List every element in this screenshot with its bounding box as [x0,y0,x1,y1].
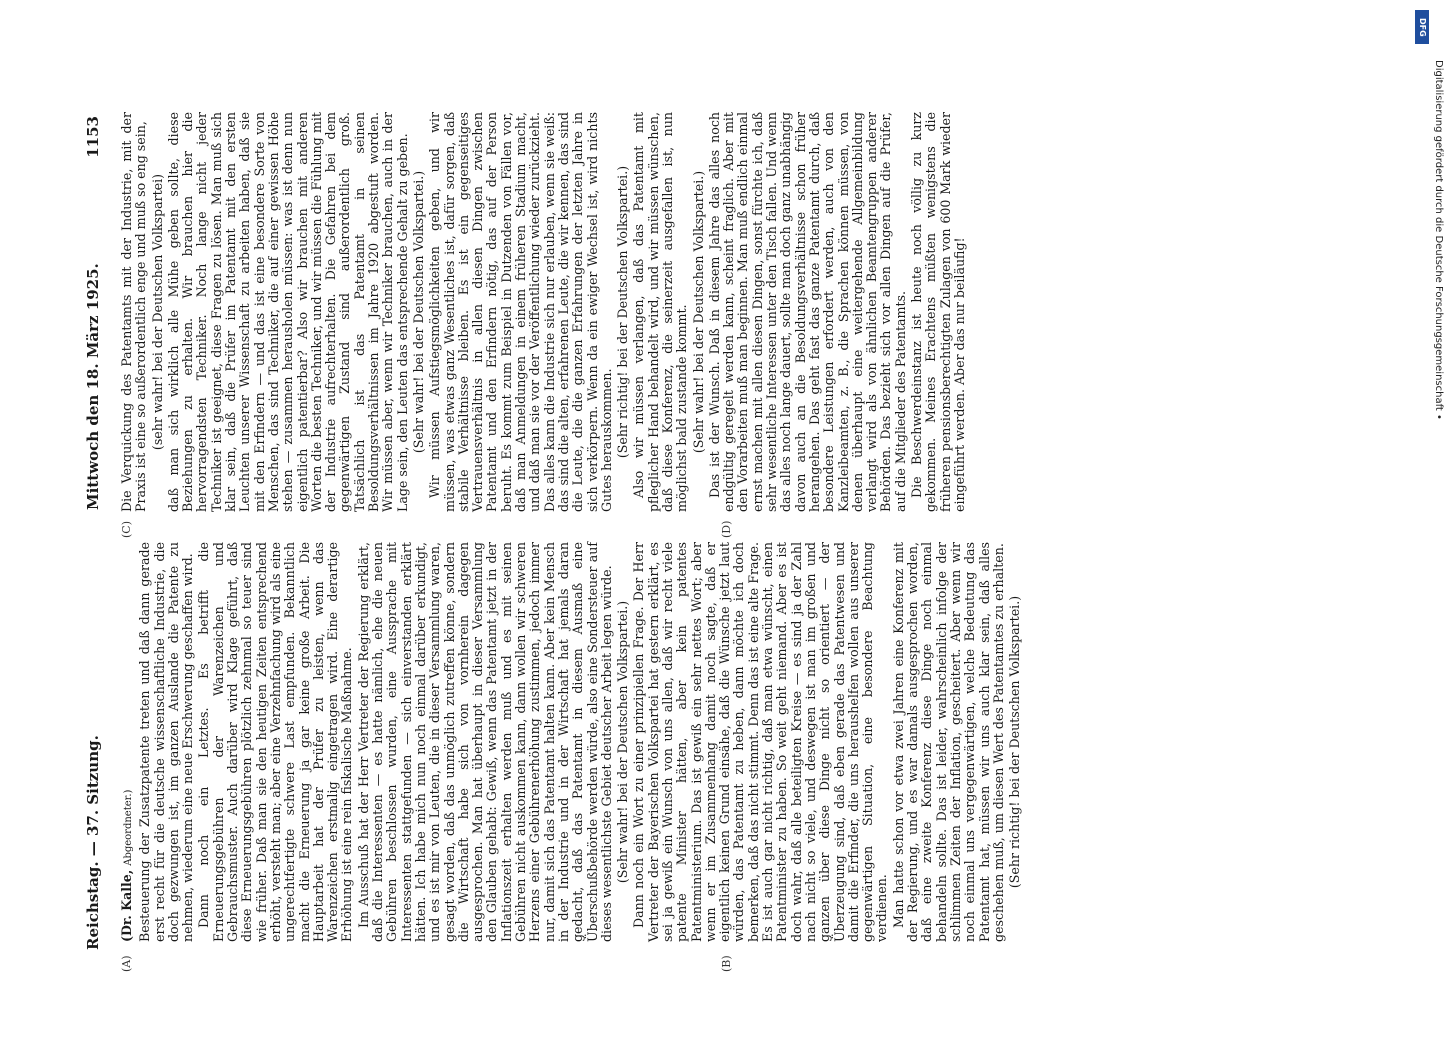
page-number: 1153 [84,116,102,158]
paragraph: Besteuerung der Zusatzpatente treten und daß dann gerade erst recht für die deutsche wissenschaftliche Industrie, die doch gezwungen ist, im ganzen Auslande die Patente zu nehmen, wiederum eine neue Erschwerung geschaffen wird. [137,542,196,942]
interjection: (Sehr wahr! bei der Deutschen Volkspartei.) [410,170,426,454]
digitization-note: Digitalisierung gefördert durch die Deutsche Forschungsgemeinschaft • [1433,60,1444,420]
paragraph: Wir müssen Aufstiegsmöglichkeiten geben, und wir müssen, was etwas ganz Wesentliches ist, dafür sorgen, daß stabile Verhältnisse bleiben. Es ist ein gegenseitiges Vertrauensverhältnis in allen diesen Dingen zwischen Patentamt und den Erfindern nötig, das auf der Person beruht. Es kommt zum Beispiel in Dutzenden von Fällen vor, daß man Anmeldungen in einem früheren Stadium macht, und daß man sie vor der Veröffentlichung wieder zurückzieht. Das alles kann die Industrie sich nur erlauben, wenn sie weiß: das sind die alten, erfahrenen Leute, die wir kennen, das sind die Leute, die die ganzen Erfahrungen der letzten Jahre in sich verkörpern. Wenn da ein ewiger Wechsel ist, wird nichts Gutes herauskommen. [427,112,614,512]
paragraph: Die Beschwerdeinstanz ist heute noch völlig zu kurz gekommen. Meines Erachtens müßten wenigstens die früheren pensionsberechtigten Zulagen von 600 Mark wieder eingeführt werden. Aber das nur beiläufig! [909,112,967,512]
interjection: (Sehr wahr! bei der Deutschen Volkspartei.) [615,600,631,884]
margin-mark-c: (C) [120,521,133,538]
paragraph: daß man sich wirklich alle Mühe geben sollte, diese Beziehungen zu erhalten. Wir brauchen hier die hervorragendsten Techniker. Noch lange nicht jeder Techniker ist geeignet, diese Fragen zu lösen. Man muß sich klar sein, daß die Prüfer im Patentamt mit den ersten Leuchten unserer Wissenschaft zu arbeiten haben, daß sie mit den Erfindern — und das ist eine besondere Sorte von Menschen, das sind Techniker, die auf einer gewissen Höhe stehen — zusammen herausholen müssen: was ist denn nun eigentlich patentierbar? Also wir brauchen mit anderen Worten die besten Techniker, und wir müssen die Fühlung mit der Industrie aufrechterhalten. Die Gefahren bei dem gegenwärtigen Zustand sind außerordentlich groß. Tatsächlich ist das Patentamt in seinen Besoldungsverhältnissen im Jahre 1920 abgestuft worden. Wir müssen aber, wenn wir Techniker brauchen, auch in der Lage sein, den Leuten das entsprechende Gehalt zu geben. [165,112,410,512]
paragraph: Im Ausschuß hat der Herr Vertreter der Regierung erklärt, daß die Interessenten — es hatte nämlich, ehe die neuen Gebühren beschlossen wurden, eine Aussprache mit Interessenten stattgefunden — sich einverstanden erklärt hätten. Ich habe mich nun noch einmal darüber erkundigt, und es ist mir von Leuten, die in dieser Versammlung waren, gesagt worden, daß das unmöglich zutreffen könne, sondern die Wirtschaft habe sich von vornherein dagegen ausgesprochen. Man hat überhaupt in dieser Versammlung den Glauben gehabt: Gewiß, wenn das Patentamt jetzt in der Inflationszeit erhalten werden muß und es mit seinen Gebühren nicht auskommen kann, dann wollen wir schweren Herzens einer Gebührenerhöhung zustimmen, jedoch immer nur, damit sich das Patentamt halten kann. Aber kein Mensch in der Industrie und in der Wirtschaft hat jemals daran gedacht, daß das Patentamt in diesem Ausmaß eine Überschußbehörde werden würde, also eine Sondersteuer auf dieses wesentlichste Gebiet deutscher Arbeit legen würde. [355,542,614,942]
right-column [120,112,1390,512]
paragraph: Dann noch ein Wort zu einer prinzipiellen Frage. Der Herr Vertreter der Bayerischen Volkspartei hat gestern erklärt, es sei ja gewiß ein Wunsch von uns allen, daß wir recht viele patente Minister hätten, aber kein patentes Patentministerium. Das ist gewiß ein sehr nettes Wort; aber wenn er im Zusammenhang damit noch sagte, daß er eigentlich keinen Grund einsähe, daß die Wünsche jetzt laut würden, das Patentamt zu heben, dann möchte ich doch bemerken, daß das nicht stimmt. Denn das ist eine alte Frage. Es ist auch gar nicht richtig, daß man etwa wünscht, einen Patentminister zu haben. So weit geht niemand. Aber es ist doch wahr, daß alle beteiligten Kreise — es sind ja der Zahl nach nicht so viele, und deswegen ist man im großen und ganzen über diese Dinge nicht so orientiert — der Überzeugung sind, daß eben gerade das Patentwesen und damit die Erfinder, die uns heraushelfen wollen aus unserer gegenwärtigen Situation, eine besondere Beachtung verdienen. [631,542,890,942]
speaker-name: (Dr. Kalle, [119,869,134,942]
margin-mark-a: (A) [120,955,133,972]
dfg-side-note [1412,0,1444,1000]
interjection: (sehr wahr! bei der Deutschen Volkspartei) [149,173,165,451]
paragraph: Man hatte schon vor etwa zwei Jahren eine Konferenz mit der Regierung, und es war damals ausgesprochen worden, daß eine zweite Konferenz diese Dinge noch einmal behandeln sollte. Das ist leider, wahrscheinlich infolge der schlimmen Zeiten der Inflation, gescheitert. Aber wenn wir noch einmal uns vergegenwärtigen, welche Bedeutung das Patentamt hat, müssen wir uns auch klar sein, daß alles geschehen muß, um diesen Wert des Patentamtes zu erhalten. [890,542,1006,942]
left-column [120,542,1390,942]
paragraph: Das ist der Wunsch. Daß in diesem Jahre das alles noch endgültig geregelt werden kann, scheint fraglich. Aber mit den Vorarbeiten muß man beginnen. Man muß endlich einmal ernst machen mit allen diesen Dingen, sonst fürchte ich, daß sehr wesentliche Interessen unter den Tisch fallen. Und wenn das alles noch lange dauert, sollte man doch ganz unabhängig davon auch an die Besoldungsverhältnisse schon früher herangehen. Das geht fast das ganze Patentamt durch, daß besondere Leistungen erfordert werden, auch von den Kanzleibeamten, z. B., die Sprachen können müssen, von denen überhaupt eine weitergehende Allgemeinbildung verlangt wird als von ähnlichen Beamtengruppen anderer Behörden. Das bezieht sich vor allen Dingen auf die Prüfer, auf die Mitglieder des Patentamts. [706,112,908,512]
speaker-role: Abgeordneter.) [123,789,134,866]
paragraph: Die Verquickung des Patentamts mit der Industrie, mit der Praxis ist eine so außerordentlich enge und muß so eng sein, [119,112,149,512]
margin-mark-d: (D) [720,520,733,538]
interjection: (Sehr richtig! bei der Deutschen Volkspartei.) [1007,595,1023,889]
paragraph: Also wir müssen verlangen, daß das Patentamt mit pfleglicher Hand behandelt wird, und wir müssen wünschen, daß diese Konferenz, die seinerzeit ausgefallen ist, nun möglichst bald zustande kommt. [631,112,690,512]
paragraph: Dann noch ein Letztes. Es betrifft die Erneuerungsgebühren der Warenzeichen und Gebrauchsmuster. Auch darüber wird Klage geführt, daß diese Erneuerungsgebühren plötzlich zehnmal so teuer sind wie früher. Daß man sie den heutigen Zeiten entsprechend erhöht, versteht man; aber eine Verzehnfachung wird als eine ungerechtfertigte schwere Last empfunden. Bekanntlich macht die Erneuerung ja gar keine große Arbeit. Die Hauptarbeit hat der Prüfer zu leisten, wenn das Warenzeichen erstmalig eingetragen wird. Eine derartige Erhöhung ist eine rein fiskalische Maßnahme. [196,542,355,942]
header-left: Reichstag. — 37. Sitzung. [84,735,102,950]
margin-mark-b: (B) [720,955,733,972]
speaker-line [120,542,136,942]
page-header [80,110,108,950]
interjection: (Sehr richtig! bei der Deutschen Volkspartei.) [615,165,631,459]
dfg-logo: DFG [1415,10,1429,44]
header-date: Mittwoch den 18. März 1925. [84,263,102,510]
interjection: (Sehr wahr! bei der Deutschen Volkspartei.) [690,170,706,454]
rotated-page [80,110,1400,972]
